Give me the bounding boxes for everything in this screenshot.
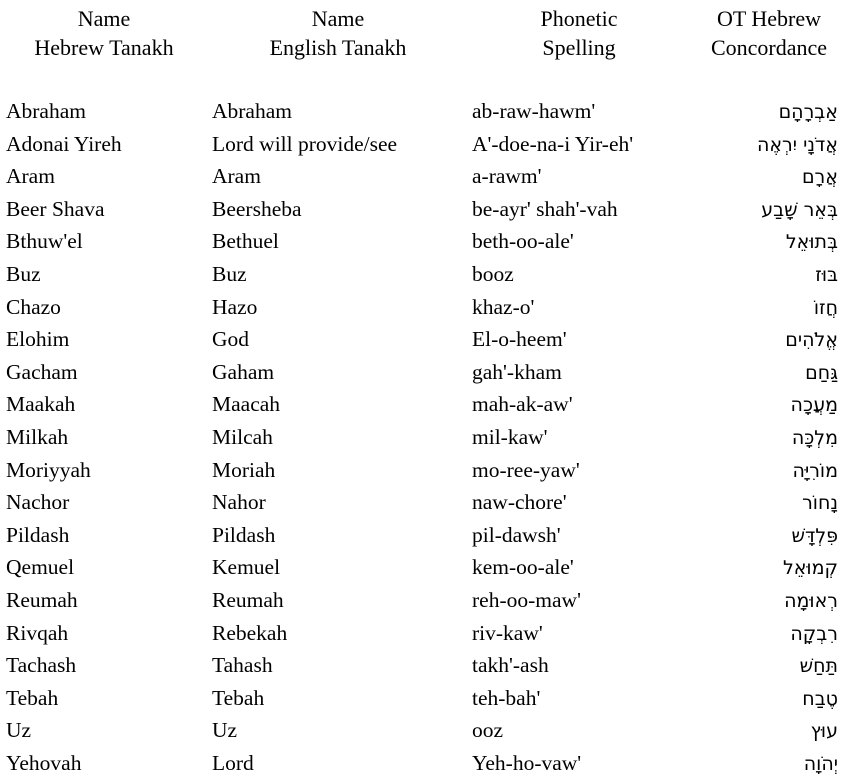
cell-concordance: אֲדֹנָי יִרְאֶה: [756, 133, 838, 156]
cell-hebrew-name: Chazo: [6, 294, 61, 319]
table-row: [0, 129, 848, 162]
cell-english-name: Aram: [212, 164, 261, 189]
cell-english-name: Uz: [212, 718, 238, 743]
column-header-hebrew-name: [0, 4, 208, 62]
cell-phonetic: ab-raw-hawm': [472, 99, 596, 123]
cell-concordance: עוּץ: [810, 720, 838, 743]
cell-english-name: Beersheba: [212, 196, 302, 221]
table-row: [0, 259, 848, 292]
cell-english-name: Hazo: [212, 294, 258, 319]
cell-hebrew-name: Buz: [6, 261, 41, 286]
cell-hebrew-name: Abraham: [6, 99, 86, 123]
cell-phonetic: pil-dawsh': [472, 522, 561, 547]
column-header-phonetic: [468, 4, 690, 62]
column-header-concordance-line1: OT Hebrew: [716, 6, 822, 31]
cell-concordance: בּוּז: [815, 263, 838, 286]
cell-concordance: מוֹרִיָּה: [792, 459, 838, 482]
cell-concordance: יְהֹוָה: [803, 752, 838, 775]
cell-english-name: Tahash: [212, 653, 273, 678]
cell-hebrew-name: Qemuel: [6, 555, 75, 580]
cell-hebrew-name: Reumah: [6, 587, 78, 612]
cell-concordance: בְּאֵר שָׁבַע: [761, 198, 838, 221]
column-header-english-name: [208, 4, 468, 62]
cell-phonetic: beth-oo-ale': [472, 229, 574, 254]
column-header-phonetic-line2: Spelling: [542, 35, 616, 60]
cell-phonetic: Yeh-ho-vaw': [472, 750, 582, 775]
cell-concordance: פִּלְדָּשׁ: [791, 524, 838, 547]
table-row: [0, 520, 848, 553]
table-row: [0, 585, 848, 618]
cell-phonetic: kem-oo-ale': [472, 555, 574, 580]
cell-phonetic: takh'-ash: [472, 653, 549, 678]
cell-phonetic: mil-kaw': [472, 424, 548, 449]
table-row: [0, 552, 848, 585]
table-header-row: [0, 4, 848, 62]
cell-hebrew-name: Bthuw'el: [6, 229, 83, 254]
cell-hebrew-name: Maakah: [6, 392, 76, 417]
cell-english-name: Abraham: [212, 99, 292, 123]
cell-phonetic: El-o-heem': [472, 327, 567, 352]
table-row: [0, 748, 848, 780]
table-row: [0, 618, 848, 651]
cell-phonetic: ooz: [472, 718, 504, 743]
cell-concordance: מַעֲכָה: [790, 394, 838, 417]
cell-english-name: Lord will provide/see: [212, 131, 398, 156]
cell-concordance: תַּחַשׁ: [799, 655, 838, 678]
column-header-english-name-line2: English Tanakh: [269, 35, 407, 60]
cell-phonetic: a-rawm': [472, 164, 542, 189]
cell-english-name: Nahor: [212, 490, 266, 515]
cell-concordance: אַבְרָהָם: [778, 101, 838, 123]
cell-english-name: Buz: [212, 261, 247, 286]
header-body-spacer: [0, 62, 848, 96]
cell-concordance: רִבְקָה: [790, 622, 838, 645]
cell-english-name: God: [212, 327, 250, 352]
cell-concordance: קְמוּאֵל: [782, 557, 838, 580]
column-header-hebrew-name-line2: Hebrew Tanakh: [34, 35, 174, 60]
cell-phonetic: gah'-kham: [472, 359, 562, 384]
column-header-concordance: [690, 4, 848, 62]
cell-concordance: בְּתוּאֵל: [785, 231, 838, 254]
column-header-hebrew-name-line1: Name: [77, 6, 131, 31]
cell-english-name: Milcah: [212, 424, 273, 449]
table-row: [0, 650, 848, 683]
cell-english-name: Kemuel: [212, 555, 281, 580]
table-row: [0, 715, 848, 748]
cell-hebrew-name: Yehovah: [6, 750, 82, 775]
cell-phonetic: A'-doe-na-i Yir-eh': [472, 131, 634, 156]
cell-phonetic: teh-bah': [472, 685, 541, 710]
cell-hebrew-name: Elohim: [6, 327, 70, 352]
cell-english-name: Moriah: [212, 457, 276, 482]
cell-hebrew-name: Nachor: [6, 490, 70, 515]
table-row: [0, 357, 848, 390]
cell-phonetic: mo-ree-yaw': [472, 457, 580, 482]
table-row: [0, 389, 848, 422]
table-row: [0, 455, 848, 488]
cell-concordance: אֱלֹהִים: [785, 329, 838, 352]
cell-concordance: גַּחַם: [805, 361, 838, 384]
cell-english-name: Rebekah: [212, 620, 288, 645]
table-row: [0, 487, 848, 520]
table-row: [0, 422, 848, 455]
cell-english-name: Pildash: [212, 522, 276, 547]
cell-concordance: רְאוּמָה: [784, 589, 838, 612]
table-row: [0, 292, 848, 325]
cell-hebrew-name: Uz: [6, 718, 32, 743]
cell-phonetic: khaz-o': [472, 294, 535, 319]
table-row: [0, 194, 848, 227]
column-header-concordance-line2: Concordance: [710, 35, 828, 60]
cell-concordance: נָחוֹר: [802, 492, 838, 515]
cell-phonetic: booz: [472, 261, 514, 286]
table-row: [0, 96, 848, 129]
cell-english-name: Reumah: [212, 587, 284, 612]
cell-hebrew-name: Moriyyah: [6, 457, 91, 482]
column-header-english-name-line1: Name: [311, 6, 365, 31]
cell-hebrew-name: Tebah: [6, 685, 59, 710]
cell-phonetic: mah-ak-aw': [472, 392, 573, 417]
cell-concordance: טֶבַח: [802, 687, 838, 710]
cell-concordance: מִלְכָּה: [791, 426, 838, 449]
cell-hebrew-name: Gacham: [6, 359, 78, 384]
table-row: [0, 226, 848, 259]
cell-phonetic: riv-kaw': [472, 620, 543, 645]
cell-hebrew-name: Milkah: [6, 424, 69, 449]
cell-phonetic: reh-oo-maw': [472, 587, 581, 612]
cell-english-name: Bethuel: [212, 229, 279, 254]
table-row: [0, 161, 848, 194]
cell-phonetic: naw-chore': [472, 490, 567, 515]
cell-english-name: Tebah: [212, 685, 265, 710]
cell-english-name: Maacah: [212, 392, 281, 417]
cell-hebrew-name: Adonai Yireh: [6, 131, 122, 156]
cell-hebrew-name: Pildash: [6, 522, 70, 547]
cell-concordance: חֲזוֹ: [813, 296, 838, 319]
table-row: [0, 324, 848, 357]
cell-hebrew-name: Aram: [6, 164, 55, 189]
cell-english-name: Gaham: [212, 359, 275, 384]
table-header: [0, 4, 848, 96]
cell-concordance: אֲרָם: [801, 166, 838, 189]
cell-english-name: Lord: [212, 750, 254, 775]
cell-hebrew-name: Beer Shava: [6, 196, 105, 221]
cell-hebrew-name: Rivqah: [6, 620, 69, 645]
cell-phonetic: be-ayr' shah'-vah: [472, 196, 618, 221]
table-row: [0, 683, 848, 716]
table-body: [0, 96, 848, 780]
cell-hebrew-name: Tachash: [6, 653, 77, 678]
hebrew-names-table: [0, 4, 848, 780]
column-header-phonetic-line1: Phonetic: [540, 6, 618, 31]
